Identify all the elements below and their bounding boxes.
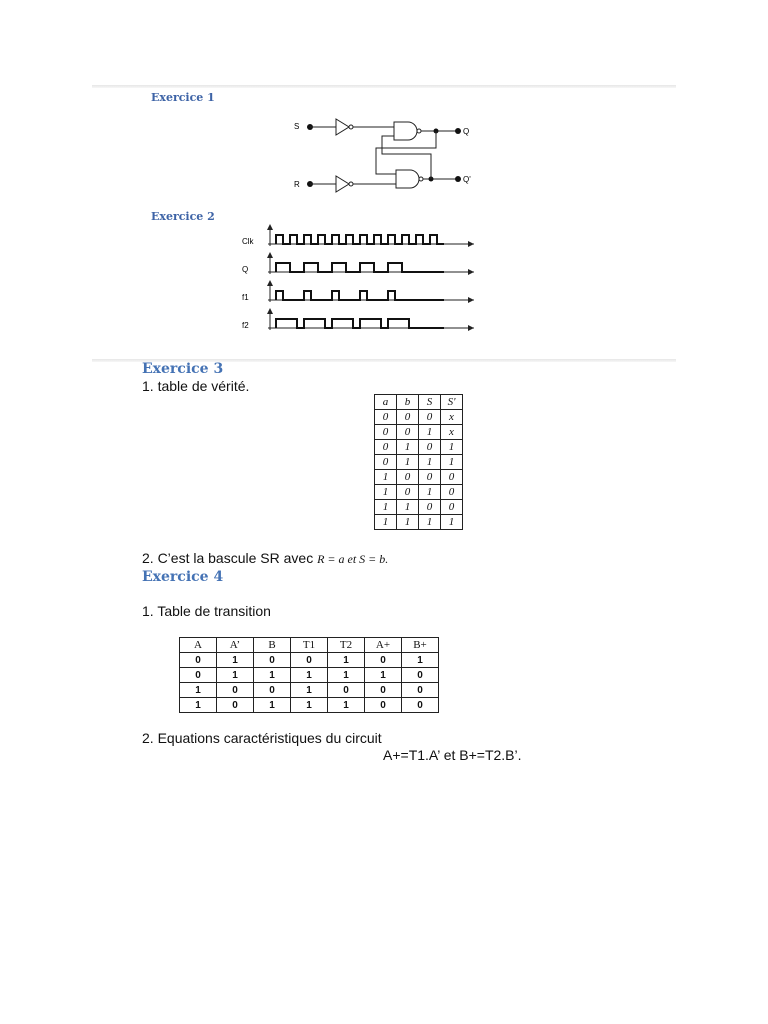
transition-table-header-row: [180, 638, 439, 653]
truth-table-cell: 1: [375, 470, 397, 485]
timing-axis-arrow: [468, 241, 474, 247]
exercise4-item2: 2. Equations caractéristiques du circuit: [142, 730, 382, 746]
transition-table-header: A+: [365, 638, 402, 653]
timing-signal-label: Clk: [242, 237, 254, 246]
transition-table-cell: 1: [291, 698, 328, 713]
truth-table-row: [375, 500, 463, 515]
truth-table-row: [375, 515, 463, 530]
timing-axis-arrow: [468, 269, 474, 275]
truth-table-row: [375, 485, 463, 500]
truth-table-cell: 1: [397, 440, 419, 455]
transition-table-row: [180, 653, 439, 668]
timing-waveform: [276, 291, 444, 300]
transition-table-cell: 1: [402, 653, 439, 668]
timing-waveform: [276, 319, 444, 328]
transition-table-cell: 0: [328, 683, 365, 698]
transition-table-cell: 0: [291, 653, 328, 668]
transition-table-header: A: [180, 638, 217, 653]
truth-table-cell: 1: [441, 440, 463, 455]
transition-table-header: T1: [291, 638, 328, 653]
transition-table-cell: 0: [217, 698, 254, 713]
characteristic-equation: A+=T1.A’ et B+=T2.B’.: [383, 747, 522, 763]
truth-table-cell: 1: [397, 455, 419, 470]
transition-table-cell: 1: [328, 698, 365, 713]
timing-level-axis-arrow: [267, 224, 273, 230]
truth-table-cell: 0: [441, 470, 463, 485]
exercise3-item2-text: 2. C’est la bascule SR avec: [142, 550, 314, 566]
truth-table-cell: 1: [441, 515, 463, 530]
transition-table-cell: 1: [180, 698, 217, 713]
timing-signal-label: f2: [242, 321, 249, 330]
timing-diagram: [240, 220, 460, 340]
transition-table-header: A’: [217, 638, 254, 653]
exercise2-title: Exercice 2: [151, 210, 215, 223]
truth-table-cell: 0: [397, 410, 419, 425]
truth-table-header: b: [397, 395, 419, 410]
timing-level-axis-arrow: [267, 280, 273, 286]
exercise3-item2: [142, 550, 388, 567]
transition-table-cell: 1: [180, 683, 217, 698]
exercise4-title: Exercice 4: [142, 569, 224, 585]
truth-table-cell: 0: [375, 425, 397, 440]
truth-table-row: [375, 410, 463, 425]
separator-top: [92, 85, 676, 88]
truth-table-header: S: [419, 395, 441, 410]
truth-table-cell: 1: [375, 485, 397, 500]
truth-table-cell: 1: [397, 500, 419, 515]
timing-axis-arrow: [468, 297, 474, 303]
timing-signal-label: Q: [242, 265, 249, 274]
truth-table-row: [375, 455, 463, 470]
transition-table-cell: 0: [180, 653, 217, 668]
exercise3-title: Exercice 3: [142, 361, 224, 377]
transition-table-row: [180, 698, 439, 713]
timing-level-axis-arrow: [267, 308, 273, 314]
truth-table-cell: 0: [375, 455, 397, 470]
transition-table-cell: 1: [328, 653, 365, 668]
exercise3-item1: 1. table de vérité.: [142, 378, 250, 394]
transition-table: [179, 637, 439, 713]
transition-table-cell: 1: [365, 668, 402, 683]
exercise3-item2-math: R = a et S = b.: [317, 552, 389, 566]
truth-table-cell: 1: [419, 515, 441, 530]
transition-table-cell: 1: [328, 668, 365, 683]
transition-table-cell: 0: [365, 653, 402, 668]
truth-table-cell: 1: [441, 455, 463, 470]
transition-table-cell: 1: [291, 683, 328, 698]
truth-table-cell: 0: [397, 485, 419, 500]
truth-table-cell: 0: [397, 425, 419, 440]
truth-table-cell: 0: [375, 440, 397, 455]
truth-table-cell: 0: [419, 470, 441, 485]
truth-table-cell: x: [441, 425, 463, 440]
timing-axis-arrow: [468, 325, 474, 331]
transition-table-cell: 1: [254, 698, 291, 713]
transition-table-cell: 1: [291, 668, 328, 683]
transition-table-cell: 0: [217, 683, 254, 698]
truth-table-header: a: [375, 395, 397, 410]
transition-table-cell: 0: [402, 683, 439, 698]
truth-table-cell: 0: [419, 500, 441, 515]
truth-table-cell: 1: [397, 515, 419, 530]
transition-table-cell: 0: [402, 698, 439, 713]
truth-table-row: [375, 425, 463, 440]
timing-signal-label: f1: [242, 293, 249, 302]
truth-table-cell: 1: [419, 485, 441, 500]
truth-table-cell: 1: [375, 500, 397, 515]
truth-table: [374, 394, 463, 530]
transition-table-cell: 0: [365, 683, 402, 698]
truth-table-cell: 0: [375, 410, 397, 425]
transition-table-cell: 0: [365, 698, 402, 713]
transition-table-cell: 0: [254, 653, 291, 668]
transition-table-cell: 0: [402, 668, 439, 683]
circuit-label-qbar: Q': [463, 175, 471, 184]
timing-waveform: [276, 263, 444, 272]
truth-table-row: [375, 440, 463, 455]
transition-table-cell: 0: [180, 668, 217, 683]
transition-table-cell: 1: [217, 653, 254, 668]
exercise1-title: Exercice 1: [151, 91, 215, 104]
circuit-label-q: Q: [463, 127, 470, 136]
sr-latch-circuit-diagram: [290, 110, 490, 200]
truth-table-cell: 0: [397, 470, 419, 485]
truth-table-cell: 0: [419, 410, 441, 425]
exercise4-item1: 1. Table de transition: [142, 603, 271, 619]
truth-table-cell: x: [441, 410, 463, 425]
truth-table-cell: 0: [441, 500, 463, 515]
truth-table-cell: 0: [419, 440, 441, 455]
circuit-label-s: S: [294, 122, 300, 131]
transition-table-header: B+: [402, 638, 439, 653]
transition-table-row: [180, 683, 439, 698]
circuit-label-r: R: [294, 180, 300, 189]
timing-waveform: [276, 235, 444, 244]
timing-level-axis-arrow: [267, 252, 273, 258]
truth-table-cell: 1: [375, 515, 397, 530]
truth-table-cell: 0: [441, 485, 463, 500]
truth-table-header-row: [375, 395, 463, 410]
transition-table-cell: 1: [217, 668, 254, 683]
truth-table-cell: 1: [419, 455, 441, 470]
truth-table-cell: 1: [419, 425, 441, 440]
transition-table-header: B: [254, 638, 291, 653]
transition-table-cell: 0: [254, 683, 291, 698]
truth-table-row: [375, 470, 463, 485]
transition-table-row: [180, 668, 439, 683]
transition-table-header: T2: [328, 638, 365, 653]
truth-table-header: S': [441, 395, 463, 410]
transition-table-cell: 1: [254, 668, 291, 683]
